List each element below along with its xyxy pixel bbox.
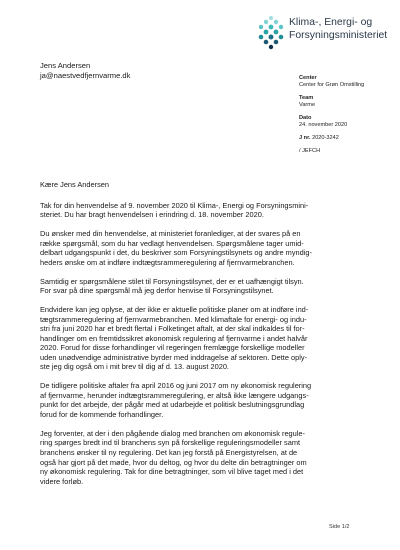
page-number: Side 1/2 [329, 524, 350, 530]
meta-team-label: Team [299, 95, 314, 101]
meta-jnr [299, 135, 364, 142]
recipient-email: ja@naestvedfjernvarme.dk [40, 70, 131, 80]
ministry-name-line1: Klima-, Energi- og [289, 17, 373, 28]
meta-date [299, 115, 364, 129]
letter-paragraph-5: De tidligere politiske aftaler fra april 2016 og juni 2017 om ny økonomisk regulering af fjernvarme, herunder indtægtsrammeregulering, er altså ikke længere udgangspunkt for det arbejde, der pågår med at udarbejde et politisk beslutningsgrundlag forud for de kommende forhandlinger. [40, 381, 312, 420]
letter-paragraph-4: Endvidere kan jeg oplyse, at der ikke er aktuelle politiske planer om at indføre indtægtsrammeregulering af fjernvarmebranchen. Med klimaftale for energi- og industri fra juni 2020 har et bredt flertal i Folketinget aftalt, at der skal indkaldes til forhandlinger om en fremtidssikret økonomisk regulering af fjernvarme i andet halvår 2020. Forud for disse forhandlinger vil regeringen fremlægge forskellige modeller uden unødvendige administrative byrder med inddragelse af sektoren. Dette oplyste jeg dig også om i mit brev til dig af d. 13. august 2020. [40, 304, 309, 372]
ministry-name-line2: Forsyningsministeriet [289, 29, 388, 41]
meta-center-label: Center [299, 75, 317, 81]
meta-team [299, 95, 364, 109]
ministry-name [289, 17, 399, 42]
letter-body [40, 180, 312, 496]
letter-paragraph-6: Jeg forventer, at der i den pågående dialog med branchen om økonomisk regulering spørges bredt ind til branchens syn på forskellige reguleringsmodeller samt branchens ønsker til ny regulering. Det kan jeg forstå på Energistyrelsen, at de også har gjort på det møde, hvor du deltog, og hvor du delte din betragtninger om ny økonomisk regulering. Tak for dine betragtninger, som vil blive taget med i det videre forløb. [40, 428, 307, 486]
recipient-name: Jens Andersen [40, 61, 91, 70]
meta-date-label: Dato [299, 115, 312, 121]
meta-jnr-label: J nr. [299, 135, 311, 141]
letter-paragraph-1: Tak for din henvendelse af 9. november 2020 til Klima-, Energi og Forsyningsministeriet. Du har bragt henvendelsen i erindring d. 18. november 2020. [40, 200, 309, 220]
meta-center-value: Center for Grøn Omstilling [299, 82, 365, 88]
meta-jnr-value: 2020-3242 [312, 135, 339, 141]
meta-date-value: 24. november 2020 [299, 122, 348, 128]
meta-reference: / JEFCH [299, 148, 321, 154]
letter-paragraph-2: Du ønsker med din henvendelse, at ministeriet foranlediger, at der svares på en række spørgsmål, som du har vedlagt henvendelsen. Spørgsmålene tager umiddelbart udgangspunkt i det, du beskriver som Forsyningstilsynets og andre myndigheders ønske om at indføre indtægtsrammeregulering af fjernvarmebranchen. [40, 228, 312, 267]
meta-team-value: Varme [299, 102, 316, 108]
letter-meta [299, 75, 364, 161]
crown-dots-icon [257, 14, 291, 58]
recipient-block [40, 61, 130, 80]
letter-paragraph-3: Samtidig er spørgsmålene stilet til Forsyningstilsynet, der er et uafhængigt tilsyn. For svar på dine spørgsmål må jeg derfor henvise til Forsyningstilsynet. [40, 276, 304, 296]
meta-center [299, 75, 364, 89]
letter-greeting: Kære Jens Andersen [40, 180, 110, 189]
